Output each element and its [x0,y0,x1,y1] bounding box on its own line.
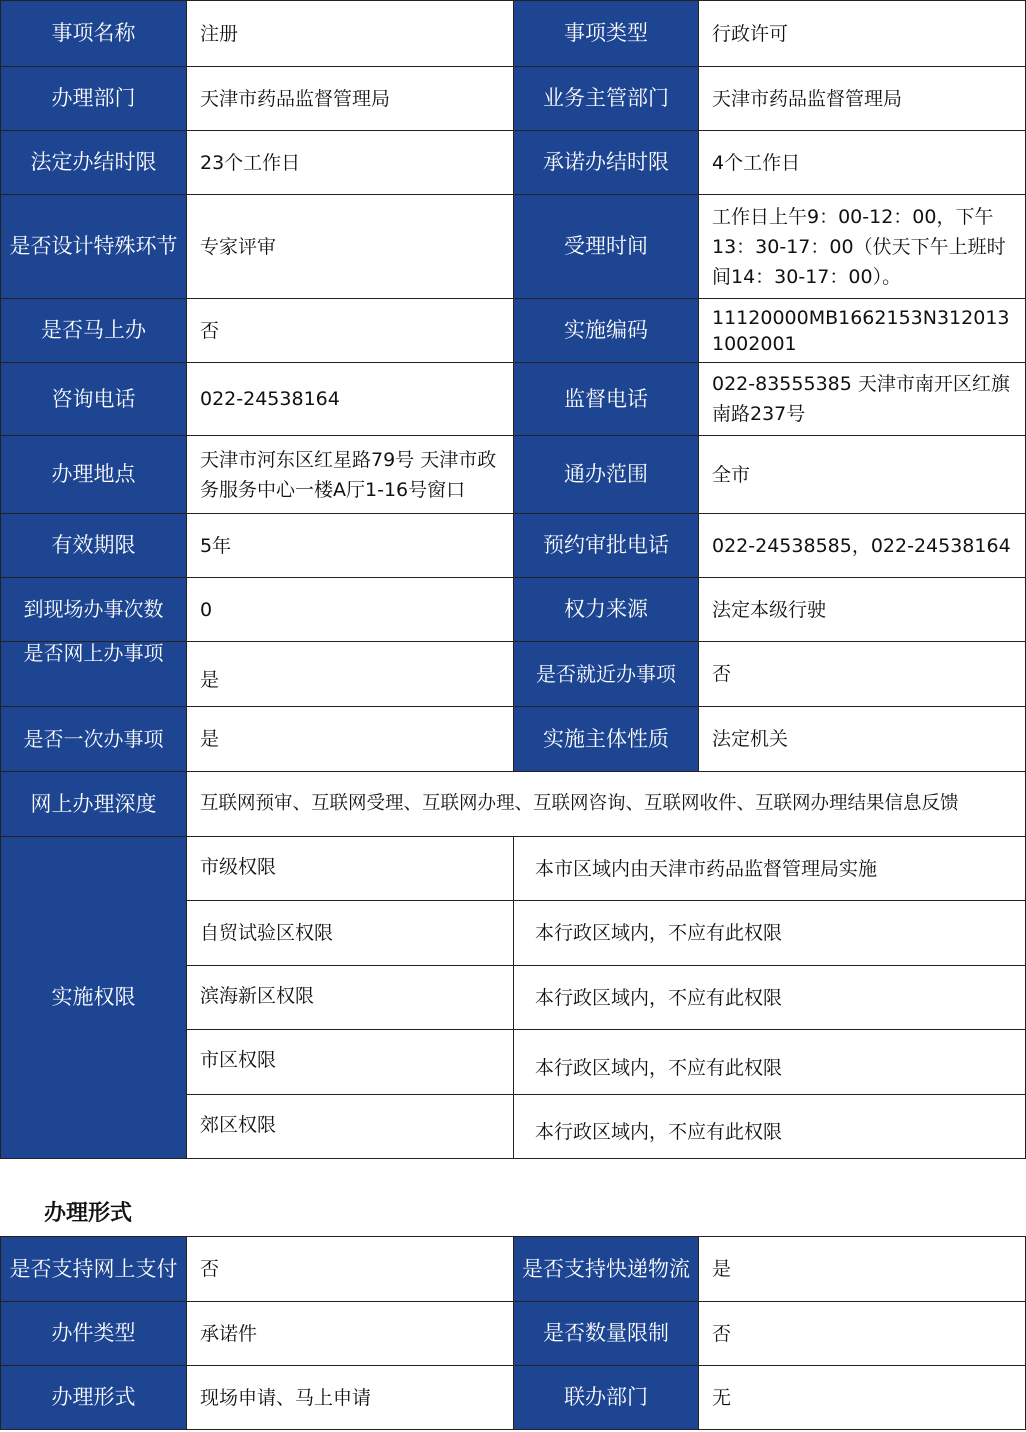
table-row [1,1237,1026,1302]
handling-form-value: 现场申请、马上申请 [187,1366,514,1430]
table-row [1,299,1026,363]
supervising-dept-label: 业务主管部门 [514,67,699,131]
special-process-label: 是否设计特殊环节 [1,195,187,299]
authority-level: 自贸试验区权限 [187,901,514,966]
entity-nature-value: 法定机关 [699,707,1026,772]
consult-phone-label: 咨询电话 [1,363,187,436]
promised-time-limit-value: 4个工作日 [699,131,1026,195]
authority-level: 滨海新区权限 [187,966,514,1030]
quantity-limit-label: 是否数量限制 [514,1302,699,1366]
authority-label: 实施权限 [1,837,187,1159]
joint-dept-value: 无 [699,1366,1026,1430]
online-depth-value: 互联网预审、互联网受理、互联网办理、互联网咨询、互联网收件、互联网办理结果信息反馈 [187,772,1026,837]
express-delivery-label: 是否支持快递物流 [514,1237,699,1302]
item-type-label: 事项类型 [514,1,699,67]
service-scope-value: 全市 [699,436,1026,514]
table-row [1,1,1026,67]
service-scope-label: 通办范围 [514,436,699,514]
supervising-dept-value: 天津市药品监督管理局 [699,67,1026,131]
acceptance-time-value: 工作日上午9：00-12：00，下午13：30-17：00（伏天下午上班时间14：30-17：00）。 [699,195,1026,299]
supervision-phone-value: 022-83555385 天津市南开区红旗南路237号 [699,363,1026,436]
handling-form-table [0,1236,1026,1430]
onsite-visits-label: 到现场办事次数 [1,578,187,642]
online-depth-label: 网上办理深度 [1,772,187,837]
nearby-item-label: 是否就近办事项 [514,642,699,707]
handling-location-value: 天津市河东区红星路79号 天津市政务服务中心一楼A厅1-16号窗口 [187,436,514,514]
section-title: 办理形式 [44,1201,133,1226]
express-delivery-value: 是 [699,1237,1026,1302]
consult-phone-value: 022-24538164 [187,363,514,436]
one-visit-item-label: 是否一次办事项 [1,707,187,772]
one-visit-item-value: 是 [187,707,514,772]
table-row [1,363,1026,436]
immediate-handling-value: 否 [187,299,514,363]
table-row [1,195,1026,299]
online-item-value: 是 [187,642,514,707]
authority-desc: 本市区域内由天津市药品监督管理局实施 [514,837,1026,901]
validity-period-label: 有效期限 [1,514,187,578]
table-row [1,436,1026,514]
nearby-item-value: 否 [699,642,1026,707]
table-row [1,707,1026,772]
item-name-label: 事项名称 [1,1,187,67]
online-payment-label: 是否支持网上支付 [1,1237,187,1302]
promised-time-limit-label: 承诺办结时限 [514,131,699,195]
power-source-label: 权力来源 [514,578,699,642]
legal-time-limit-value: 23个工作日 [187,131,514,195]
entity-nature-label: 实施主体性质 [514,707,699,772]
item-name-value: 注册 [187,1,514,67]
item-type-value: 行政许可 [699,1,1026,67]
table-row [1,514,1026,578]
table-row [1,578,1026,642]
table-row [1,837,1026,901]
legal-time-limit-label: 法定办结时限 [1,131,187,195]
authority-level: 市区权限 [187,1030,514,1095]
joint-dept-label: 联办部门 [514,1366,699,1430]
handling-dept-value: 天津市药品监督管理局 [187,67,514,131]
immediate-handling-label: 是否马上办 [1,299,187,363]
table-row [1,1302,1026,1366]
authority-desc: 本行政区域内，不应有此权限 [514,966,1026,1030]
handling-location-label: 办理地点 [1,436,187,514]
supervision-phone-label: 监督电话 [514,363,699,436]
table-row [1,1366,1026,1430]
online-payment-value: 否 [187,1237,514,1302]
table-row [1,642,1026,707]
acceptance-time-label: 受理时间 [514,195,699,299]
validity-period-value: 5年 [187,514,514,578]
onsite-visits-value: 0 [187,578,514,642]
handling-dept-label: 办理部门 [1,67,187,131]
case-type-value: 承诺件 [187,1302,514,1366]
special-process-value: 专家评审 [187,195,514,299]
table-row [1,772,1026,837]
authority-level: 市级权限 [187,837,514,901]
appointment-phone-value: 022-24538585，022-24538164 [699,514,1026,578]
authority-level: 郊区权限 [187,1095,514,1159]
handling-form-label: 办理形式 [1,1366,187,1430]
authority-desc: 本行政区域内，不应有此权限 [514,1095,1026,1159]
table-row [1,131,1026,195]
implementation-code-value: 11120000MB1662153N3120131002001 [699,299,1026,363]
authority-desc: 本行政区域内，不应有此权限 [514,901,1026,966]
power-source-value: 法定本级行驶 [699,578,1026,642]
authority-desc: 本行政区域内，不应有此权限 [514,1030,1026,1095]
quantity-limit-value: 否 [699,1302,1026,1366]
case-type-label: 办件类型 [1,1302,187,1366]
appointment-phone-label: 预约审批电话 [514,514,699,578]
implementation-code-label: 实施编码 [514,299,699,363]
online-item-label: 是否网上办事项 [1,642,187,707]
table-row [1,67,1026,131]
